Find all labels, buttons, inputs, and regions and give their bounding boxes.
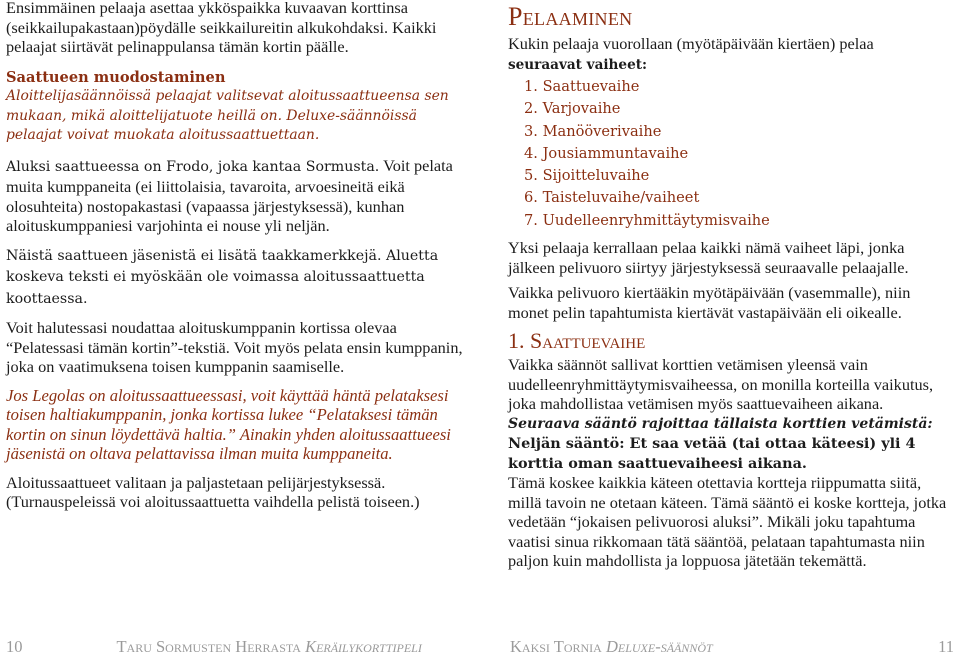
phase-item: 2. Varjovaihe [524,100,621,118]
footer-subtitle-left: Keräilykorttipeli [305,637,422,656]
left-column [6,0,468,512]
phase-item: 5. Sijoitteluvaihe [524,167,650,185]
one-player-paragraph: Yksi pelaaja kerrallaan pelaa kaikki nämä vaiheet läpi, jonka jälkeen pelivuoro siirtyy järjestyksessä seuraavalle pelaajalle. [508,238,909,277]
rule-intro: Seuraava sääntö rajoittaa tällaista korttien vetämistä: [508,415,933,432]
right-column [508,0,954,571]
frodo-paragraph [6,156,468,236]
intro-paragraph: Ensimmäinen pelaaja asettaa ykköspaikka kuvaavan korttinsa (seikkailupakastaan)pöydälle seikkailureitin alkukohdaksi. Kaikki pelaajat siirtävät pelinappulansa tämän kortin päälle. [6,0,437,56]
page-title: Pelaaminen [508,2,633,31]
section-heading-fellowship-phase: 1. Saattuevaihe [508,328,646,354]
frodo-text: Aluksi saattueessa on Frodo, joka kantaa Sormusta. [6,158,380,175]
footer-left [6,636,476,658]
reveal-paragraph: Aloitussaattueet valitaan ja paljastetaan pelijärjestyksessä. (Turnauspeleissä voi aloitussaattuetta vaihdella pelistä toiseen.) [6,472,420,511]
turn-intro-text: Kukin pelaaja vuorollaan (myötäpäivään kiertäen) pelaa [508,34,874,53]
follow-card-paragraph: Voit halutessasi noudattaa aloituskumppanin kortissa olevaa “Pelatessasi tämän kortin”-tekstiä. Voit myös pelata ensin kumppanin, joka on vaatimuksena toisen kumppanin saamiselle. [6,318,463,376]
footer-subtitle-right: Deluxe-säännöt [605,637,713,656]
phase-item: 4. Jousiammuntavaihe [524,144,689,162]
footer-title-right: Kaksi Tornia [510,637,602,656]
phase-item: 7. Uudelleenryhmittäytymisvaihe [524,211,770,229]
page-number-left: 10 [6,637,23,656]
rule-of-four: Neljän sääntö: Et saa vetää (tai ottaa käteesi) yli 4 korttia oman saattuevaiheesi aikana. [508,435,916,472]
legolas-example: Jos Legolas on aloitussaattueessasi, voit käyttää häntä pelataksesi toisen haltiakumppanin, jonka kortissa lukee “Pelataksesi tämän kortin on sinun löydettävä haltia.” Ainakin yhden aloitussaattueesi jäsenistä on oltava pelattavissa ilman muita kumppaneita. [6,385,451,463]
clockwise-paragraph: Vaikka pelivuoro kiertääkin myötäpäivään (vasemmalle), niin monet pelin tapahtumista kiertävät vastapäivään eli oikealle. [508,283,911,322]
no-burden-paragraph [6,245,468,310]
section-heading-fellowship: Saattueen muodostaminen [6,68,226,86]
page-number-right: 11 [938,637,954,656]
no-burden-text: Näistä saattueen jäsenistä ei lisätä taakkamerkkejä. Aluetta koskeva teksti ei myöskään ole voimassa aloitussaattuetta koottaessa. [6,247,439,307]
draw-cards-paragraph: Vaikka säännöt sallivat korttien vetämisen yleensä vain uudelleenryhmittäytymisvaiheessa, on monilla korteilla vaikutus, joka mahdollistaa vetämisen myös saattuevaiheen aikana. [508,355,934,414]
phase-list [524,76,954,232]
footer-title-left: Taru Sormusten Herrasta [116,637,301,656]
phase-item: 6. Taisteluvaihe/vaiheet [524,189,700,207]
phase-item: 3. Manööverivaihe [524,122,662,140]
footer-right [510,636,954,658]
rule-explanation: Tämä koskee kaikkia käteen otettavia kortteja riippumatta siitä, millä tavoin ne otetaan käteen. Tämä sääntö ei koske kortteja, jotka vedetään “jokaisen pelivuorosi aluksi”. Mikäli joku tapahtuma vaatisi sinua rikkomaan tätä sääntöä, pelataan tapahtumasta niin paljon kuin mahdollista ja loppuosa jätetään tekemättä. [508,473,947,571]
section-note: Aloittelijasäännöissä pelaajat valitsevat aloitussaattueensa sen mukaan, mikä aloittelijatuote heillä on. Deluxe-säännöissä pelaajat voivat muokata aloitussaattuettaan. [6,88,449,143]
phases-label: seuraavat vaiheet: [508,56,648,73]
companions-text: Voit pelata muita kumppaneita (ei liittolaisia, tavaroita, arvoesineitä eikä olosuhteita) nostopakastasi (vapaassa järjestyksessä), kunhan aloituskumppaniesi varjohinta ei nouse yli neljän. [6,155,453,235]
phase-item: 1. Saattuevaihe [524,78,640,95]
turn-intro [508,34,954,75]
